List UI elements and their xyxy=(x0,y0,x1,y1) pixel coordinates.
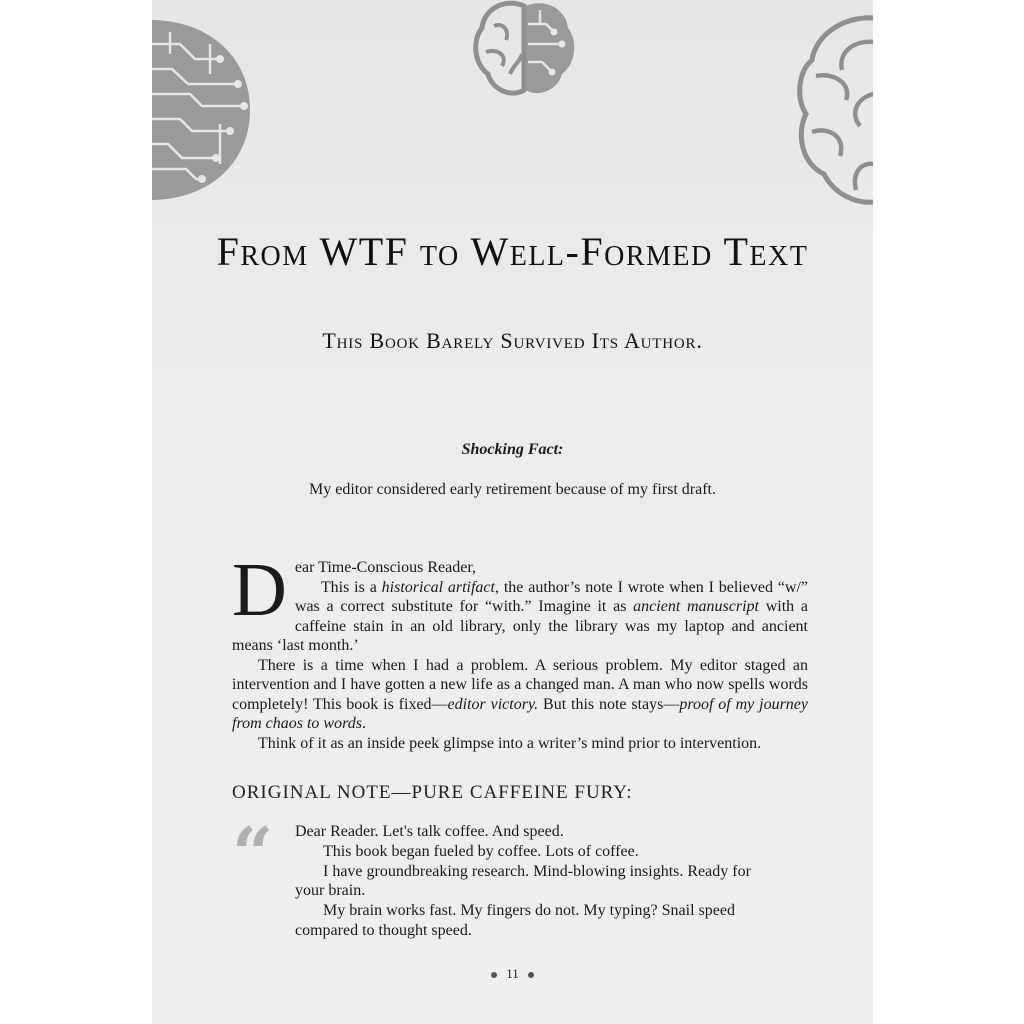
book-page xyxy=(152,0,873,1024)
section-heading: ORIGINAL NOTE—PURE CAFFEINE FURY: xyxy=(232,782,633,803)
letter-greeting: ear Time-Conscious Reader, xyxy=(294,559,476,576)
original-note-quote xyxy=(295,822,781,941)
quote-line: I have groundbreaking research. Mind-blowing insights. Ready for your brain. xyxy=(295,862,751,900)
brain-outline-icon xyxy=(794,14,873,206)
quote-mark-icon: “ xyxy=(232,811,274,896)
quote-line: My brain works fast. My fingers do not. My typing? Snail speed compared to thought speed. xyxy=(295,902,735,939)
page-number: 11 xyxy=(506,966,519,981)
letter-paragraph-2: There is a time when I had a problem. A serious problem. My editor staged an intervention and I have gotten a new life as a changed man. A man who now spells words completely! This book is fixed—editor victory. But this note stays—proof of my journey from chaos to words. xyxy=(232,656,808,732)
circuit-brain-half-icon xyxy=(152,14,254,204)
bullet-icon xyxy=(528,972,534,978)
brain-circuit-icon xyxy=(472,0,578,100)
letter-paragraph-3: Think of it as an inside peek glimpse into a writer’s mind prior to intervention. xyxy=(258,734,762,752)
chapter-subtitle: This Book Barely Survived Its Author. xyxy=(322,328,703,353)
shocking-fact-text: My editor considered early retirement because of my first draft. xyxy=(309,481,716,498)
quote-line: This book began fueled by coffee. Lots of coffee. xyxy=(323,842,639,860)
bullet-icon xyxy=(491,972,497,978)
author-letter xyxy=(232,548,809,753)
chapter-title: From WTF to Well-Formed Text xyxy=(216,229,809,274)
shocking-fact-heading: Shocking Fact: xyxy=(461,441,564,458)
letter-paragraph-1: This is a historical artifact, the author’s note I wrote when I believed “w/” was a correct substitute for “with.” Imagine it as ancient manuscript with a caffeine stain in an old library, only the library was my laptop and ancient means ‘last month.’ xyxy=(232,578,809,654)
quote-line: Dear Reader. Let's talk coffee. And speed. xyxy=(295,823,564,840)
page-footer xyxy=(152,966,873,982)
drop-cap: D xyxy=(232,548,287,632)
